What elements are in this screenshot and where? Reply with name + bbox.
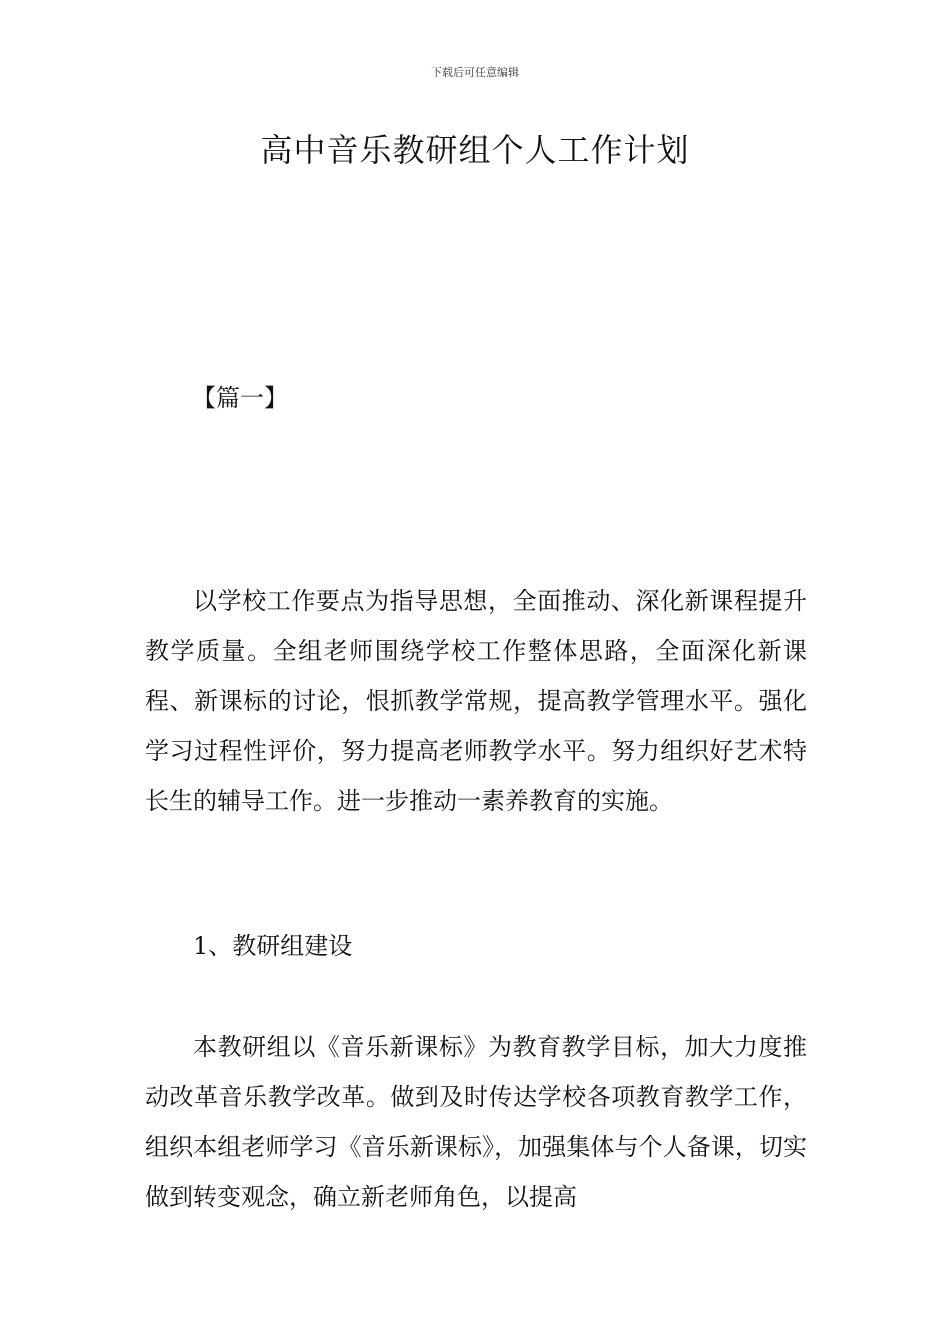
body-paragraph-2: 本教研组以《音乐新课标》为教育教学目标，加大力度推动改革音乐教学改革。做到及时传达学校各项教育教学工作，组织本组老师学习《音乐新课标》，加强集体与个人备课，切实做到转变观念，确立新老师角色，以提高 (145, 1033, 807, 1211)
subheading-team-building: 1、教研组建设 (193, 932, 353, 960)
document-title: 高中音乐教研组个人工作计划 (260, 131, 690, 169)
body-paragraph-1: 以学校工作要点为指导思想，全面推动、深化新课程提升教学质量。全组老师围绕学校工作整体思路，全面深化新课程、新课标的讨论，恨抓教学常规，提高教学管理水平。强化学习过程性评价，努力提高老师教学水平。努力组织好艺术特长生的辅导工作。进一步推动一素养教育的实施。 (145, 587, 807, 815)
page-header-note: 下载后可任意编辑 (431, 66, 519, 79)
section-label: 【篇一】 (192, 384, 288, 412)
